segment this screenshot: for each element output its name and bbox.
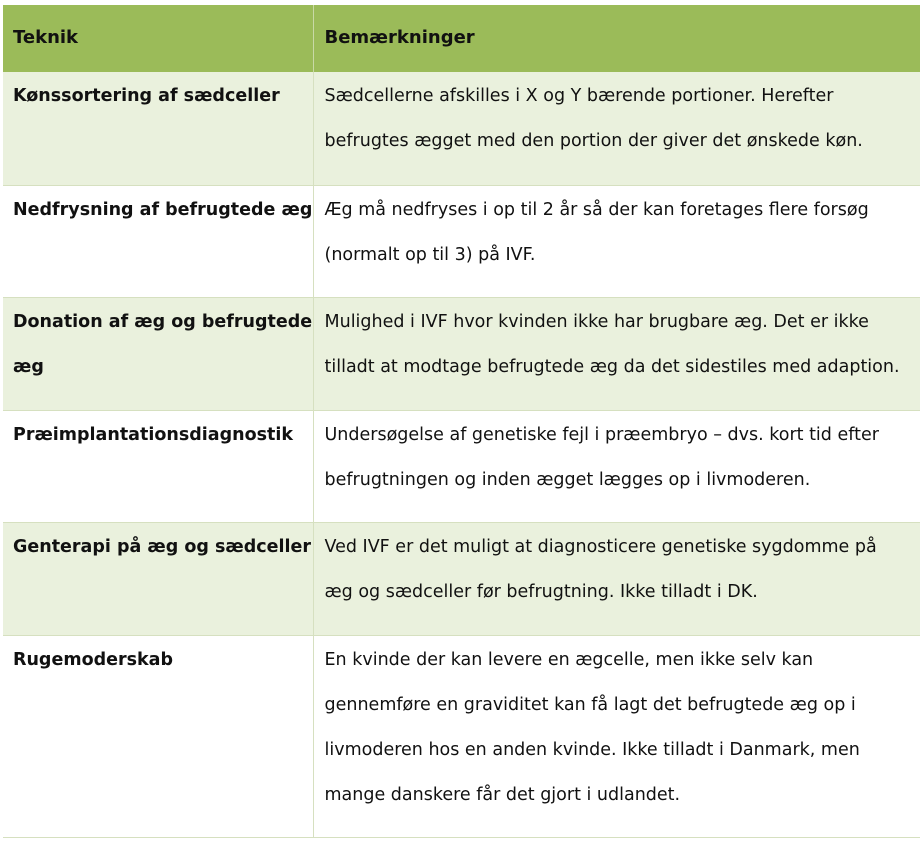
remark-cell: Æg må nedfryses i op til 2 år så der kan foretages flere forsøg (normalt op til 3) på IVF. [313,185,920,297]
table-row [3,185,920,297]
technique-cell: Genterapi på æg og sædceller [3,522,313,635]
technique-cell: Kønssortering af sædceller [3,72,313,185]
table-row [3,72,920,185]
technique-cell: Donation af æg og befrugtede æg [3,297,313,410]
technique-cell: Præimplantationsdiagnostik [3,410,313,522]
remark-cell: En kvinde der kan levere en ægcelle, men ikke selv kan gennemføre en graviditet kan få lagt det befrugtede æg op i livmoderen hos en anden kvinde. Ikke tilladt i Danmark, men mange danskere får det gjort i udlandet. [313,635,920,837]
technique-cell: Nedfrysning af befrugtede æg [3,185,313,297]
table-header-row [3,5,920,72]
header-technique: Teknik [3,5,313,72]
table-row [3,522,920,635]
table-row [3,635,920,837]
header-remarks: Bemærkninger [313,5,920,72]
table-row [3,410,920,522]
techniques-table [3,5,920,838]
technique-cell: Rugemoderskab [3,635,313,837]
remark-cell: Undersøgelse af genetiske fejl i præembryo – dvs. kort tid efter befrugtningen og inden ægget lægges op i livmoderen. [313,410,920,522]
table-row [3,297,920,410]
remark-cell: Sædcellerne afskilles i X og Y bærende portioner. Herefter befrugtes ægget med den portion der giver det ønskede køn. [313,72,920,185]
remark-cell: Mulighed i IVF hvor kvinden ikke har brugbare æg. Det er ikke tilladt at modtage befrugtede æg da det sidestiles med adaption. [313,297,920,410]
remark-cell: Ved IVF er det muligt at diagnosticere genetiske sygdomme på æg og sædceller før befrugtning. Ikke tilladt i DK. [313,522,920,635]
